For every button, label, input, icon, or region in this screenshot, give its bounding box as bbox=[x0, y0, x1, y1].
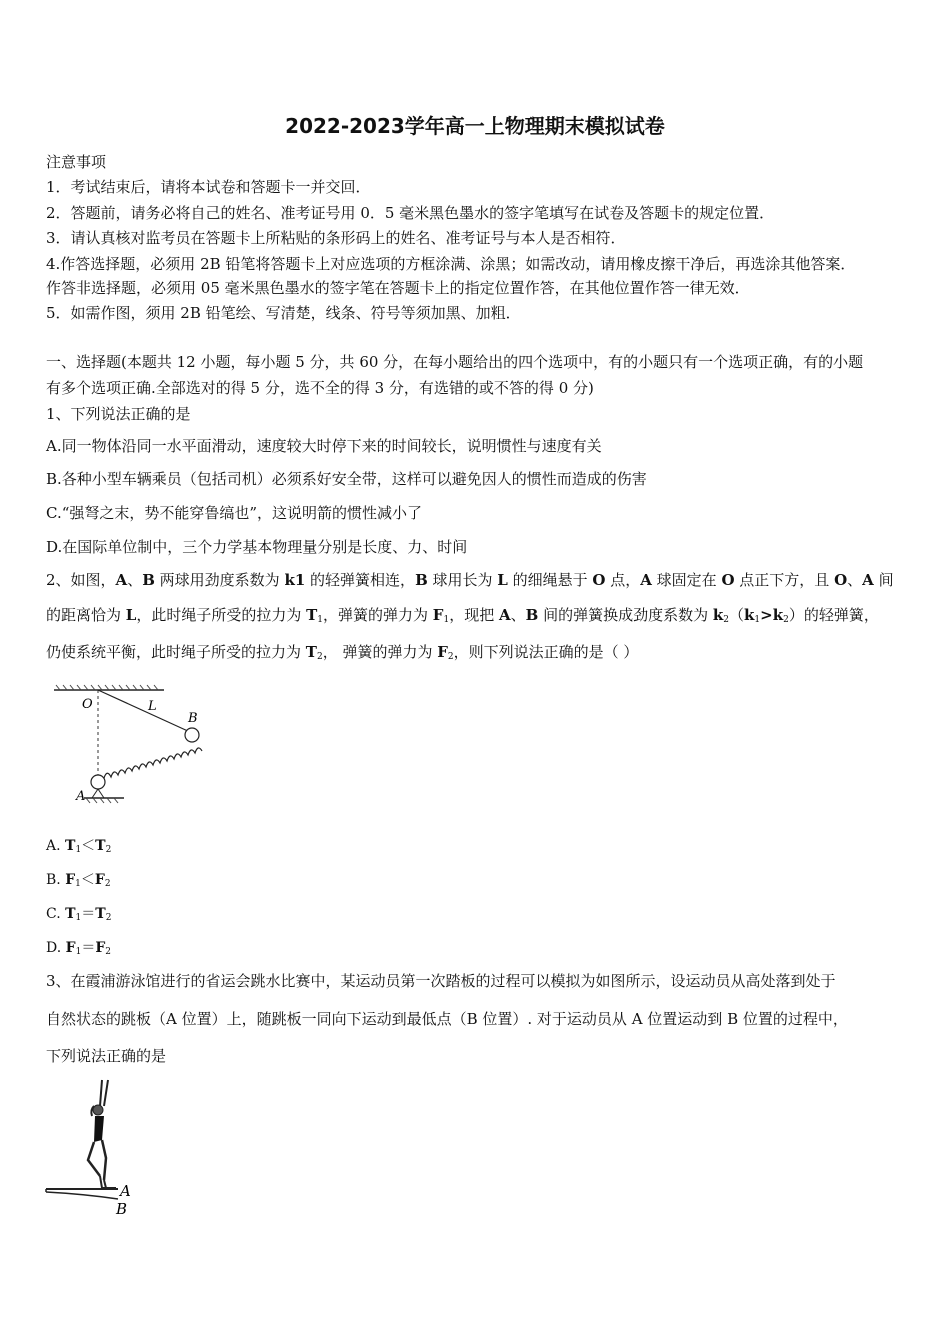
page-title: 2022-2023学年高一上物理期末模拟试卷 bbox=[285, 114, 665, 138]
q3-stem-line1: 3、在霞浦游泳馆进行的省运会跳水比赛中，某运动员第一次踏板的过程可以模拟为如图所示，设运动员从高处落到处于 bbox=[46, 972, 836, 990]
notice-item-4-cont: 作答非选择题，必须用 05 毫米黑色墨水的签字笔在答题卡上的指定位置作答，在其他位置作答一律无效． bbox=[46, 279, 750, 297]
label-A: A bbox=[76, 789, 86, 804]
q2-stem-line2: 的距离恰为 L，此时绳子所受的拉力为 $T_1$，弹簧的弹力为 $F_1$，现把 A、B 间的弹簧换成劲度系数为 $k_2(k_1>k_2)$的轻弹簧， bbox=[46, 606, 879, 625]
q1-option-d: D.在国际单位制中，三个力学基本物理量分别是长度、力、时间 bbox=[46, 538, 468, 556]
label-A-position: A bbox=[120, 1182, 131, 1200]
notice-item-3: 3．请认真核对监考员在答题卡上所粘贴的条形码上的姓名、准考证号与本人是否相符． bbox=[46, 229, 626, 247]
notice-heading: 注意事项 bbox=[46, 153, 107, 171]
q1-option-b: B.各种小型车辆乘员（包括司机）必须系好安全带，这样可以避免因人的惯性而造成的伤害 bbox=[46, 470, 647, 488]
q1-option-a: A.同一物体沿同一水平面滑动，速度较大时停下来的时间较长，说明惯性与速度有关 bbox=[46, 437, 602, 455]
notice-item-5: 5．如需作图，须用 2B 铅笔绘、写清楚，线条、符号等须加黑、加粗． bbox=[46, 304, 521, 322]
q2-stem-line1: 2、如图，A、B 两球用劲度系数为 k1 的轻弹簧相连，B 球用长为 L 的细绳悬于 O 点，A 球固定在 O 点正下方，且 O、A 间 bbox=[46, 571, 894, 589]
label-O: O bbox=[82, 697, 93, 712]
q3-stem-line3: 下列说法正确的是 bbox=[46, 1047, 167, 1065]
q2-stem-line3: 仍使系统平衡，此时绳子所受的拉力为 $T_2$， 弹簧的弹力为 $F_2$，则下列说法正确的是（ ） bbox=[46, 643, 639, 662]
q2-option-c: C. $T_1=T_2$ bbox=[46, 906, 112, 923]
notice-item-2: 2．答题前，请务必将自己的姓名、准考证号用 0．5 毫米黑色墨水的签字笔填写在试卷及答题卡的规定位置． bbox=[46, 204, 775, 222]
section-heading-line1: 一、选择题(本题共 12 小题，每小题 5 分，共 60 分，在每小题给出的四个选项中，有的小题只有一个选项正确，有的小题 bbox=[46, 353, 864, 371]
q2-option-d: D. $F_1=F_2$ bbox=[46, 940, 112, 957]
section-heading-line2: 有多个选项正确.全部选对的得 5 分，选不全的得 3 分，有选错的或不答的得 0 分) bbox=[46, 379, 594, 397]
notice-item-4: 4.作答选择题，必须用 2B 铅笔将答题卡上对应选项的方框涂满、涂黑；如需改动，请用橡皮擦干净后，再选涂其他答案． bbox=[46, 255, 856, 273]
label-B: B bbox=[188, 711, 198, 726]
q1-option-c: C.“强弩之末，势不能穿鲁缟也”，这说明箭的惯性减小了 bbox=[46, 504, 423, 522]
notice-item-1: 1．考试结束后，请将本试卷和答题卡一并交回． bbox=[46, 178, 371, 196]
q3-stem-line2: 自然状态的跳板（A 位置）上，随跳板一同向下运动到最低点（B 位置）. 对于运动员从 A 位置运动到 B 位置的过程中， bbox=[46, 1010, 848, 1028]
diving-board-figure bbox=[44, 1076, 144, 1218]
q1-stem: 1、下列说法正确的是 bbox=[46, 405, 191, 423]
spring-pendulum-figure bbox=[46, 684, 216, 810]
q2-option-b: B. $F_1<F_2$ bbox=[46, 872, 111, 889]
q2-option-a: A. $T_1<T_2$ bbox=[46, 838, 112, 855]
label-L: L bbox=[148, 699, 157, 714]
label-B-position: B bbox=[116, 1200, 128, 1218]
